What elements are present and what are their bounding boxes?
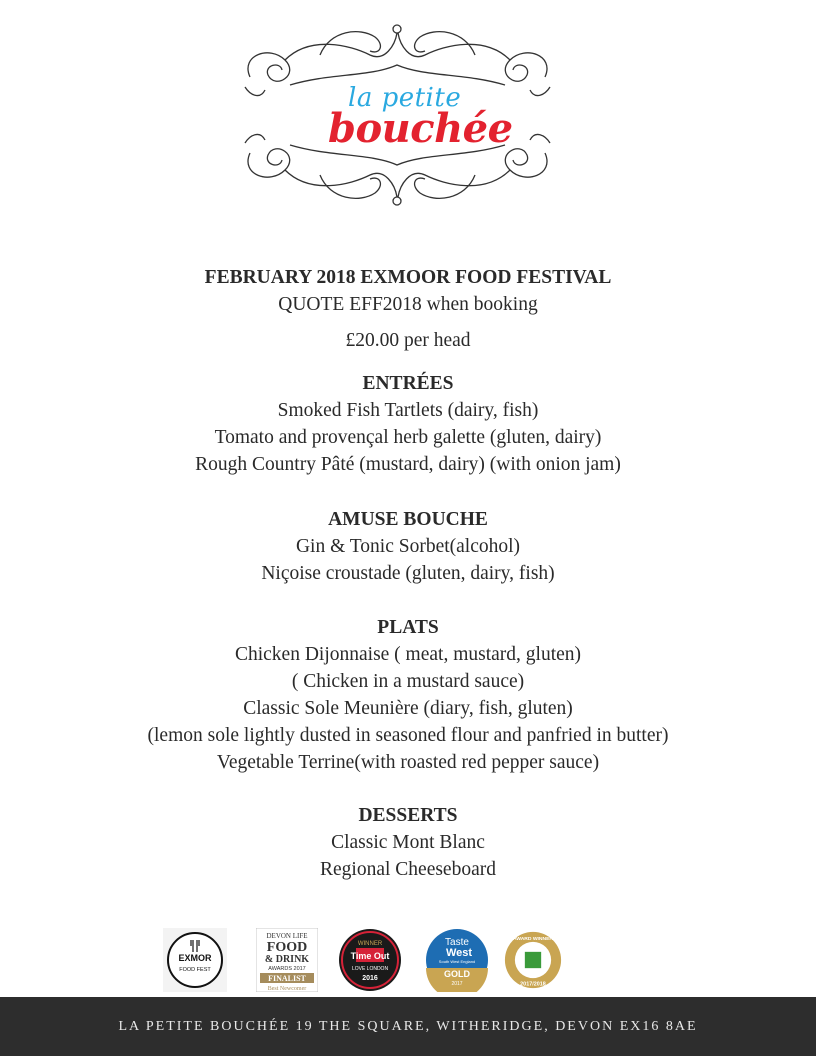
logo-text-main: bouchée	[328, 105, 513, 152]
menu-item: Smoked Fish Tartlets (dairy, fish)	[277, 400, 539, 421]
menu-item: Classic Sole Meunière (diary, fish, gluten)	[243, 698, 573, 719]
award-badges	[0, 928, 816, 994]
svg-text:Best Newcomer: Best Newcomer	[267, 986, 307, 992]
menu-item: Classic Mont Blanc	[331, 832, 485, 853]
svg-text:FINALIST: FINALIST	[268, 974, 306, 983]
section-amuse-bouche	[0, 506, 816, 587]
menu-item: Rough Country Pâté (mustard, dairy) (with onion jam)	[195, 454, 621, 475]
menu-item: ( Chicken in a mustard sauce)	[291, 671, 525, 692]
svg-text:LOVE LONDON: LOVE LONDON	[351, 966, 389, 972]
award-winner-badge	[504, 931, 562, 989]
page-title: FEBRUARY 2018 EXMOOR FOOD FESTIVAL	[204, 267, 612, 288]
svg-text:South West England: South West England	[438, 959, 476, 964]
logo-text-top: la petite	[348, 83, 462, 113]
svg-text:West: West	[445, 947, 473, 959]
footer-address: LA PETITE BOUCHÉE 19 THE SQUARE, WITHERIDGE, DEVON EX16 8AE	[0, 997, 816, 1056]
section-desserts	[0, 802, 816, 883]
price: £20.00 per head	[345, 330, 471, 351]
section-heading: PLATS	[377, 617, 439, 638]
svg-text:AWARD WINNER: AWARD WINNER	[512, 936, 554, 943]
svg-text:AWARDS 2017: AWARDS 2017	[268, 966, 306, 972]
svg-text:Taste: Taste	[445, 937, 469, 948]
svg-text:& DRINK: & DRINK	[264, 954, 310, 965]
devon-life-badge	[256, 928, 318, 992]
booking-code: QUOTE EFF2018 when booking	[278, 294, 538, 315]
section-heading: DESSERTS	[358, 805, 458, 826]
svg-text:2017: 2017	[451, 981, 463, 987]
timeout-badge	[338, 928, 402, 992]
svg-text:2016: 2016	[362, 975, 378, 982]
section-heading: ENTRÉES	[362, 373, 454, 394]
svg-text:2017/2018: 2017/2018	[520, 981, 546, 988]
taste-of-the-west-badge	[425, 928, 489, 992]
svg-text:FOOD: FOOD	[266, 940, 308, 955]
menu-item: Niçoise croustade (gluten, dairy, fish)	[261, 563, 555, 584]
svg-text:Time Out: Time Out	[350, 951, 390, 961]
svg-text:EXMOR: EXMOR	[178, 953, 212, 963]
menu-item: Gin & Tonic Sorbet(alcohol)	[295, 536, 521, 557]
menu-item: (lemon sole lightly dusted in seasoned flour and panfried in butter)	[147, 725, 669, 746]
svg-text:GOLD: GOLD	[444, 969, 470, 979]
section-heading: AMUSE BOUCHE	[328, 509, 488, 530]
menu-item: Regional Cheeseboard	[320, 859, 496, 880]
menu-item: Tomato and provençal herb galette (gluten, dairy)	[214, 427, 602, 448]
menu-item: Vegetable Terrine(with roasted red pepper sauce)	[216, 752, 600, 773]
svg-text:DEVON LIFE: DEVON LIFE	[266, 932, 308, 940]
exmoor-food-fest-badge	[163, 928, 227, 992]
menu-header	[0, 264, 816, 318]
menu-item: Chicken Dijonnaise ( meat, mustard, gluten)	[234, 644, 582, 665]
svg-text:FOOD FEST: FOOD FEST	[179, 967, 211, 973]
svg-text:WINNER: WINNER	[357, 941, 383, 947]
section-plats	[0, 614, 816, 776]
logo	[230, 15, 565, 215]
section-entrees	[0, 370, 816, 478]
